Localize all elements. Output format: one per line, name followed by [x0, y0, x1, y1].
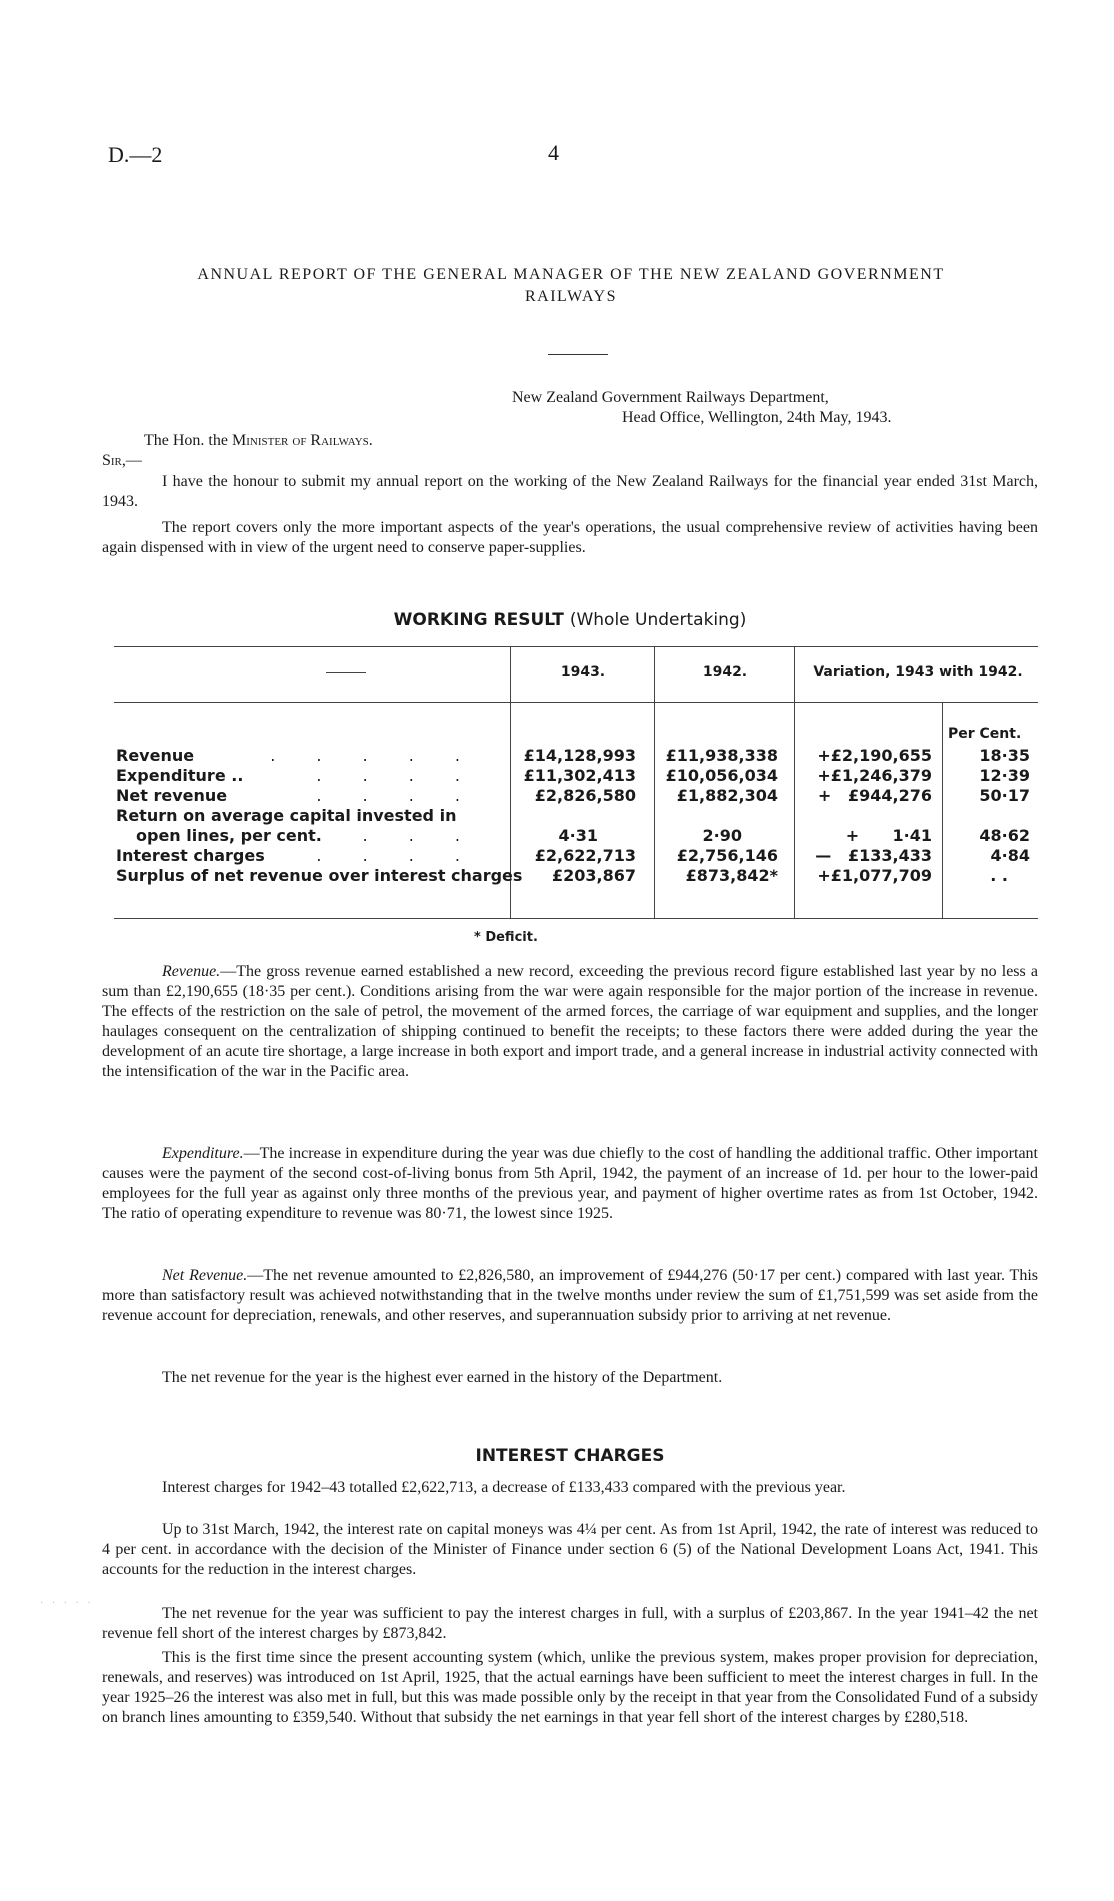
net-revenue-lead: Net Revenue.	[162, 1267, 248, 1284]
intro-paragraph-2: The report covers only the more important aspects of the year's operations, the usual comprehensive review of activities having been again dispensed with in view of the urgent need to conserve paper-supplies.	[102, 519, 1038, 556]
expenditure-text: —The increase in expenditure during the year was due chiefly to the cost of handling the additional traffic. Other important causes were the payment of the second cost-of-living bonus from 5th April, 1942, the payment of an increase of 1d. per hour to the lower-paid employees for the full year as against only three months of the previous year, and payment of higher overtime rates as from 1st October, 1942. The ratio of operating expenditure to revenue was 80·71, the lowest since 1925.	[102, 1145, 1038, 1222]
row-label-revenue	[116, 746, 478, 766]
row-label-text: Expenditure ..	[116, 766, 244, 785]
address-line2: Head Office, Wellington, 24th May, 1943.	[622, 409, 892, 426]
table-col-rule-2	[654, 646, 655, 918]
margin-mark: · · · · ·	[40, 1598, 94, 1609]
intro-paragraph-1: I have the honour to submit my annual report on the working of the New Zealand Railways for the financial year ended 31st March, 1943.	[102, 473, 1038, 510]
leader-dots: . . .	[362, 826, 478, 845]
net-revenue-text: —The net revenue amounted to £2,826,580, an improvement of £944,276 (50·17 per cent.) compared with last year. This more than satisfactory result was achieved notwithstanding that in the twelve months under review the sum of £1,751,599 was set aside from the revenue account for depreciation, renewals, and other reserves, and superannuation subsidy prior to arriving at net revenue.	[102, 1267, 1038, 1324]
working-result-heading	[102, 610, 1038, 630]
salutation-prefix: The Hon. the	[144, 432, 228, 449]
return-pct: 48·62	[979, 826, 1030, 845]
report-title-line2: RAILWAYS	[524, 288, 617, 305]
return-1942: 2·90	[702, 826, 742, 845]
header-1943: 1943.	[560, 664, 606, 680]
net-revenue-paragraph	[102, 1266, 1038, 1326]
net-revenue-1943: £2,826,580	[534, 786, 636, 805]
row-label-text: open lines, per cent.	[136, 826, 322, 845]
interest-pct: 4·84	[990, 846, 1030, 865]
surplus-variation: +£1,077,709	[817, 866, 932, 885]
row-label-return-on-capital-cont	[116, 826, 478, 846]
net-revenue-paragraph-2: The net revenue for the year is the highest ever earned in the history of the Department.	[162, 1369, 723, 1386]
title-divider	[548, 354, 608, 355]
row-label-text: Surplus of net revenue over interest charges	[116, 866, 523, 885]
working-result-subtitle: (Whole Undertaking)	[569, 610, 747, 630]
revenue-1943: £14,128,993	[523, 746, 636, 765]
working-result-table	[114, 646, 1038, 928]
header-1942: 1942.	[702, 664, 748, 680]
row-label-interest-charges	[116, 846, 478, 866]
page-identifier: D.—2	[108, 142, 163, 167]
report-title-line1: ANNUAL REPORT OF THE GENERAL MANAGER OF THE NEW ZEALAND GOVERNMENT	[197, 266, 945, 283]
leader-dots: . . . . .	[270, 746, 478, 765]
interest-paragraph-1: Interest charges for 1942–43 totalled £2,622,713, a decrease of £133,433 compared with the previous year.	[162, 1479, 846, 1496]
header-per-cent: Per Cent.	[948, 726, 1022, 742]
row-label-text: Return on average capital invested in	[116, 806, 457, 825]
interest-1943: £2,622,713	[534, 846, 636, 865]
table-col-rule-4	[942, 702, 943, 918]
interest-charges-heading: INTEREST CHARGES	[475, 1446, 665, 1466]
expenditure-paragraph	[102, 1144, 1038, 1224]
working-result-title: WORKING RESULT	[393, 610, 564, 630]
leader-dots: . . . .	[316, 786, 478, 805]
salutation-minister: Minister of Railways.	[231, 432, 373, 449]
row-label-text: Revenue	[116, 746, 195, 765]
interest-paragraph-4: This is the first time since the present accounting system (which, unlike the previous system, makes proper provision for depreciation, renewals, and reserves) was introduced on 1st April, 1925, that the actual earnings have been sufficient to meet the interest charges in full. In the year 1925–26 the interest was also met in full, but this was made possible only by the receipt in that year from the Consolidated Fund of a subsidy on branch lines amounting to £359,540. Without that subsidy the net earnings in that year fell short of the interest charges by £280,518.	[102, 1649, 1038, 1726]
row-label-text: Interest charges	[116, 846, 265, 865]
table-col-rule-3	[794, 646, 795, 918]
interest-variation: — £133,433	[815, 846, 932, 865]
net-revenue-variation: + £944,276	[817, 786, 932, 805]
expenditure-variation: +£1,246,379	[817, 766, 932, 785]
surplus-pct: . .	[990, 866, 1008, 885]
page-number: 4	[548, 140, 559, 165]
return-variation: + 1·41	[845, 826, 932, 845]
salutation-recipient	[144, 432, 373, 450]
row-label-net-revenue	[116, 786, 478, 806]
address-line1: New Zealand Government Railways Department,	[512, 389, 829, 406]
interest-paragraph-2: Up to 31st March, 1942, the interest rate on capital moneys was 4¼ per cent. As from 1st April, 1942, the rate of interest was reduced to 4 per cent. in accordance with the decision of the Minister of Finance under section 6 (5) of the National Development Loans Act, 1941. This accounts for the reduction in the interest charges.	[102, 1521, 1038, 1578]
sender-address	[512, 388, 952, 428]
surplus-1943: £203,867	[551, 866, 636, 885]
revenue-1942: £11,938,338	[665, 746, 778, 765]
surplus-1942: £873,842*	[685, 866, 778, 885]
salutation-sir: Sir,—	[102, 452, 142, 469]
row-label-text: Net revenue	[116, 786, 228, 805]
leader-dots: . . . .	[316, 846, 478, 865]
table-header-rule	[114, 702, 1038, 703]
header-variation: Variation, 1943 with 1942.	[813, 664, 1023, 680]
revenue-lead: Revenue.	[162, 963, 221, 980]
table-bottom-rule	[114, 918, 1038, 919]
table-top-rule	[114, 646, 1038, 647]
header-blank-dash	[326, 672, 366, 673]
expenditure-1943: £11,302,413	[523, 766, 636, 785]
net-revenue-1942: £1,882,304	[676, 786, 778, 805]
leader-dots: . . . .	[316, 766, 478, 785]
row-label-return-on-capital	[116, 806, 478, 826]
revenue-text: —The gross revenue earned established a new record, exceeding the previous record figure established last year by no less a sum than £2,190,655 (18·35 per cent.). Conditions arising from the war were again responsible for the major portion of the increase in revenue. The effects of the restriction on the sale of petrol, the movement of the armed forces, the carriage of war equipment and supplies, and the longer haulages consequent on the centralization of shipping continued to benefit the receipts; to these factors there were added during the year the development of an acute tire shortage, a large increase in both export and import trade, and a general increase in industrial activity connected with the intensification of the war in the Pacific area.	[102, 963, 1038, 1080]
net-revenue-pct: 50·17	[979, 786, 1030, 805]
revenue-pct: 18·35	[979, 746, 1030, 765]
expenditure-pct: 12·39	[979, 766, 1030, 785]
return-1943: 4·31	[558, 826, 598, 845]
report-title	[108, 264, 1034, 308]
revenue-paragraph	[102, 962, 1038, 1082]
row-label-expenditure	[116, 766, 478, 786]
interest-1942: £2,756,146	[676, 846, 778, 865]
table-footnote: * Deficit.	[474, 930, 538, 945]
expenditure-1942: £10,056,034	[665, 766, 778, 785]
revenue-variation: +£2,190,655	[817, 746, 932, 765]
interest-paragraph-3: The net revenue for the year was sufficient to pay the interest charges in full, with a surplus of £203,867. In the year 1941–42 the net revenue fell short of the interest charges by £873,842.	[102, 1605, 1038, 1642]
row-label-surplus	[116, 866, 523, 886]
expenditure-lead: Expenditure.	[162, 1145, 244, 1162]
